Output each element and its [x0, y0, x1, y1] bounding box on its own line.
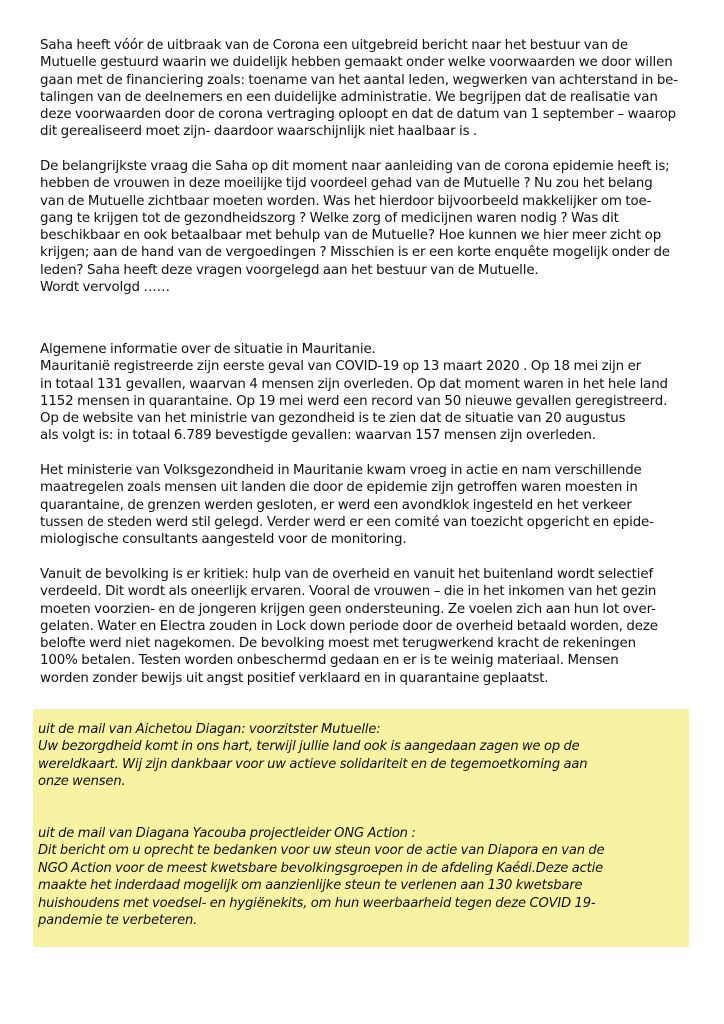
quote-heading: uit de mail van Diagana Yacouba projectleider ONG Action :	[38, 826, 416, 841]
quote-aichetou-diagan	[38, 721, 684, 791]
paragraph-main-question	[40, 158, 690, 296]
quote-heading: uit de mail van Aichetou Diagan: voorzitster Mutuelle:	[38, 722, 381, 737]
text-line: Het ministerie van Volksgezondheid in Mauritanie kwam vroeg in actie en nam verschillende	[40, 463, 642, 478]
text-line: tussen de steden werd stil gelegd. Verder werd er een comité van toezicht opgericht en epide-	[40, 514, 654, 530]
quote-diagana-yacouba	[38, 825, 684, 929]
text-line: gang te krijgen tot de gezondheidszorg ? Welke zorg of medicijnen waren nodig ? Was dit	[40, 210, 619, 226]
quote-line: huishoudens met voedsel- en hygiënekits, om hun weerbaarheid tegen deze COVID 19-	[38, 895, 596, 911]
text-line: maatregelen zoals mensen uit landen die door de epidemie zijn getroffen waren moesten in	[40, 480, 638, 496]
quote-line: Dit bericht om u oprecht te bedanken voor uw steun voor de actie van Diapora en van de	[38, 843, 605, 859]
quote-line: wereldkaart. Wij zijn dankbaar voor uw actieve solidariteit en de tegemoetkoming aan	[38, 756, 588, 772]
text-line: verdeeld. Dit wordt als oneerlijk ervaren. Vooral de vrouwen – die in het inkomen van het gezin	[40, 584, 657, 600]
section-heading: Algemene informatie over de situatie in Mauritanie.	[40, 342, 376, 357]
paragraph-general-information	[40, 341, 690, 445]
text-line: hebben de vrouwen in deze moeilijke tijd voordeel gehad van de Mutuelle ? Nu zou het belang	[40, 176, 653, 192]
text-line: van de Mutuelle zichtbaar moeten worden. Was het hierdoor bijvoorbeeld makkelijker om toe-	[40, 193, 652, 209]
text-line: leden? Saha heeft deze vragen voorgelegd aan het bestuur van de Mutuelle.	[40, 262, 539, 278]
text-line: beschikbaar en ook betaalbaar met behulp van de Mutuelle? Hoe kunnen we hier meer zicht op	[40, 228, 662, 244]
text-line: krijgen; aan de hand van de vergoedingen ? Misschien is er een korte enquête mogelijk onder de	[40, 245, 670, 261]
text-line: gelaten. Water en Electra zouden in Lock down periode door de overheid betaald worden, deze	[40, 618, 658, 634]
text-line: De belangrijkste vraag die Saha op dit moment naar aanleiding van de corona epidemie heeft is;	[40, 159, 670, 174]
text-line: dit gerealiseerd moet zijn- daardoor waarschijnlijk niet haalbaar is .	[40, 124, 478, 140]
text-line: 1152 mensen in quarantaine. Op 19 mei werd een record van 50 nieuwe gevallen geregistreerd.	[40, 393, 668, 409]
quote-line: maakte het inderdaad mogelijk om aanzienlijke steun te verlenen aan 130 kwetsbare	[38, 878, 583, 894]
text-line: quarantaine, de grenzen werden gesloten, er werd een avondklok ingesteld en het verkeer	[40, 497, 632, 513]
text-line: als volgt is: in totaal 6.789 bevestigde gevallen: waarvan 157 mensen zijn overleden.	[40, 428, 596, 444]
paragraph-mutuelle-conditions	[40, 37, 690, 141]
text-line: Vanuit de bevolking is er kritiek: hulp van de overheid en vanuit het buitenland wordt selectief	[40, 567, 654, 582]
text-line: in totaal 131 gevallen, waarvan 4 mensen zijn overleden. Op dat moment waren in het hele land	[40, 376, 668, 392]
highlighted-quotes-box	[33, 709, 689, 947]
text-line: gaan met de financiering zoals: toename van het aantal leden, wegwerken van achterstand in be-	[40, 72, 678, 88]
quote-line: onze wensen.	[38, 774, 126, 790]
text-line: Wordt vervolgd ……	[40, 280, 170, 296]
text-line: 100% betalen. Testen worden onbeschermd gedaan en er is te weinig materiaal. Mensen	[40, 653, 619, 669]
text-line: talingen van de deelnemers en een duidelijke administratie. We begrijpen dat de realisatie van	[40, 89, 658, 105]
paragraph-population-criticism	[40, 566, 690, 687]
text-line: belofte werd niet nagekomen. De bevolking moest met terugwerkend kracht de rekeningen	[40, 636, 636, 652]
quote-line: pandemie te verbeteren.	[38, 913, 198, 929]
text-line: Op de website van het ministrie van gezondheid is te zien dat de situatie van 20 augustus	[40, 411, 626, 427]
quote-line: Uw bezorgdheid komt in ons hart, terwijl jullie land ook is aangedaan zagen we op de	[38, 739, 580, 755]
text-line: worden zonder bewijs uit angst positief verklaard en in quarantaine geplaatst.	[40, 670, 549, 686]
text-line: moeten voorzien- en de jongeren krijgen geen ondersteuning. Ze voelen zich aan hun lot over-	[40, 601, 656, 617]
text-line: Mauritanië registreerde zijn eerste geval van COVID-19 op 13 maart 2020 . Op 18 mei zijn er	[40, 359, 642, 375]
text-line: Saha heeft vóór de uitbraak van de Corona een uitgebreid bericht naar het bestuur van de	[40, 38, 628, 53]
text-line: Mutuelle gestuurd waarin we duidelijk hebben gemaakt onder welke voorwaarden we door willen	[40, 55, 673, 71]
text-line: miologische consultants aangesteld voor de monitoring.	[40, 532, 407, 548]
paragraph-ministry-measures	[40, 462, 690, 548]
text-line: deze voorwaarden door de corona vertraging oploopt en dat de datum van 1 september – waarop	[40, 107, 677, 123]
quote-line: NGO Action voor de meest kwetsbare bevolkingsgroepen in de afdeling Kaédi.Deze actie	[38, 860, 604, 876]
